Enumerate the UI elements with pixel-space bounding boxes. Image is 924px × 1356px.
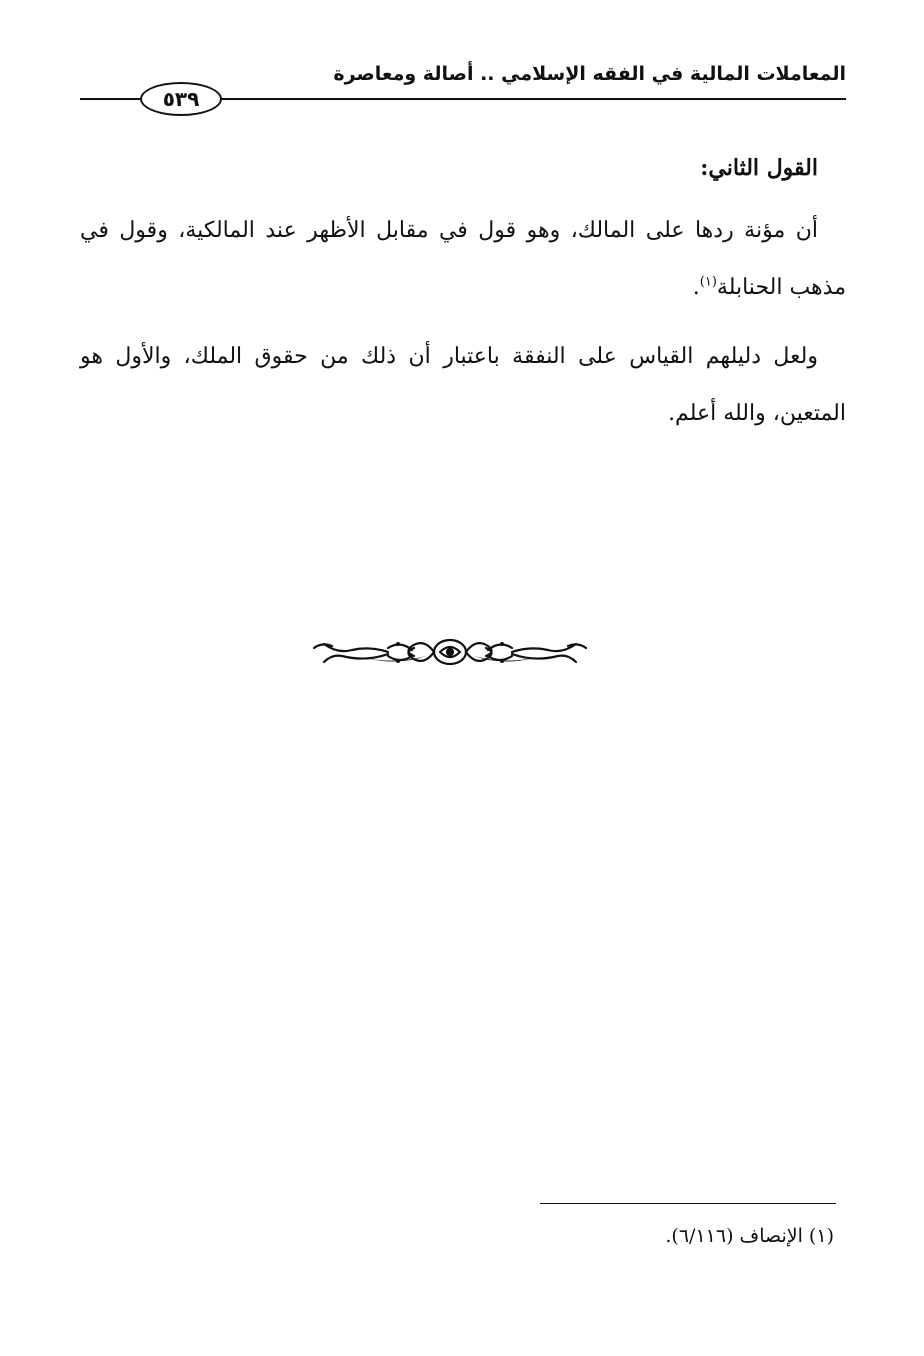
- footnote: (١) الإنصاف (٦/١١٦).: [665, 1225, 834, 1247]
- decorative-divider-ornament-icon: [306, 630, 594, 674]
- paragraph-end-mark: .: [692, 275, 700, 300]
- main-text: [80, 148, 846, 454]
- paragraph: [80, 202, 846, 316]
- section-heading: القول الثاني:: [700, 155, 818, 181]
- paragraph-text: أن مؤنة ردها على المالك، وهو قول في مقابل الأظهر عند المالكية، وقول في مذهب الحنابلة: [80, 218, 846, 300]
- footnote-separator: [540, 1203, 836, 1204]
- paragraph: ولعل دليلهم القياس على النفقة باعتبار أن ذلك من حقوق الملك، والأول هو المتعين، والله أعلم.: [80, 344, 846, 426]
- footnote-reference: (١): [699, 274, 717, 290]
- running-title: المعاملات المالية في الفقه الإسلامي .. أصالة ومعاصرة: [333, 63, 846, 85]
- page-number: ٥٣٩: [162, 87, 200, 111]
- page-number-badge: [140, 82, 222, 116]
